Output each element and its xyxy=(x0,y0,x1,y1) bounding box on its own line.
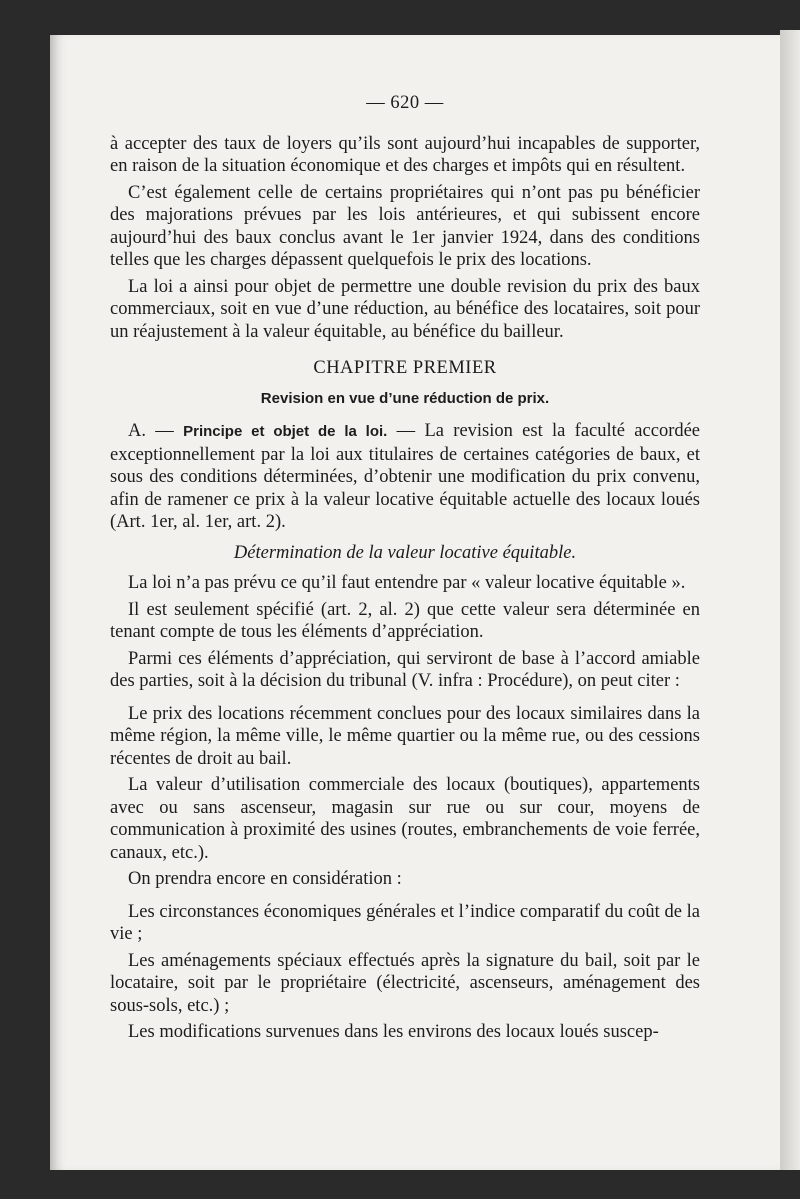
paragraph: à accepter des taux de loyers qu’ils sont aujourd’hui incapables de supporter, en raison de la situation économique et des charges et impôts qui en résultent. xyxy=(110,133,700,176)
paragraph: On prendra encore en considération : xyxy=(128,869,402,889)
section-a-text: — La revision est la faculté accordée exceptionnellement par la loi aux titulaires de certaines catégories de baux, et sous des conditions déterminées, d’obtenir une modification du prix convenu, afin de ramener ce prix à la valeur locative équitable actuelle des locaux loués (Art. 1er, al. 1er, art. 2). xyxy=(110,421,701,532)
next-page-edge xyxy=(780,30,800,1170)
paragraph: La loi n’a pas prévu ce qu’il faut entendre par « valeur locative équitable ». xyxy=(128,573,686,593)
paragraph: Il est seulement spécifié (art. 2, al. 2) que cette valeur sera déterminée en tenant compte de tous les éléments d’appréciation. xyxy=(110,599,700,642)
subsection-title: Détermination de la valeur locative équitable. xyxy=(233,542,577,563)
section-title: Revision en vue d’une réduction de prix. xyxy=(260,389,550,407)
paragraph: La loi a ainsi pour objet de permettre une double revision du prix des baux commerciaux, soit en vue d’une réduction, au bénéfice des locataires, soit pour un réajustement à la valeur équitable, au bénéfice du bailleur. xyxy=(110,276,700,342)
paragraph: Les circonstances économiques générales et l’indice comparatif du coût de la vie ; xyxy=(110,901,700,944)
paragraph: Parmi ces éléments d’appréciation, qui serviront de base à l’accord amiable des parties, soit à la décision du tribunal (V. infra : Procédure), on peut citer : xyxy=(110,648,700,691)
paragraph: Les aménagements spéciaux effectués après la signature du bail, soit par le locataire, soit par le propriétaire (électricité, ascenseurs, aménagement des sous-sols, etc.) ; xyxy=(110,950,700,1016)
paragraph: C’est également celle de certains propriétaires qui n’ont pas pu bénéficier des majorations prévues par les lois antérieures, et qui subissent encore aujourd’hui des baux conclus avant le 1er janvier 1924, dans des conditions telles que les charges dépassent quelquefois le prix des locations. xyxy=(110,182,700,270)
paragraph: La valeur d’utilisation commerciale des locaux (boutiques), appartements avec ou sans ascenseur, magasin sur rue ou sur cour, moyens de communication à proximité des usines (routes, embranchements de voie ferrée, canaux, etc.). xyxy=(110,775,700,863)
page-text xyxy=(110,92,700,1048)
paragraph: Les modifications survenues dans les environs des locaux loués suscep- xyxy=(128,1022,659,1042)
chapter-title: CHAPITRE PREMIER xyxy=(313,358,497,378)
section-a-heading: Principe et objet de la loi. xyxy=(183,423,388,440)
paragraph: Le prix des locations récemment conclues pour des locaux similaires dans la même région, la même ville, le même quartier ou la même rue, ou des cessions récentes de droit au bail. xyxy=(110,703,700,769)
section-a-prefix: A. — xyxy=(128,421,174,441)
page-number: — 620 — xyxy=(366,93,444,113)
section-a-paragraph xyxy=(110,420,700,534)
